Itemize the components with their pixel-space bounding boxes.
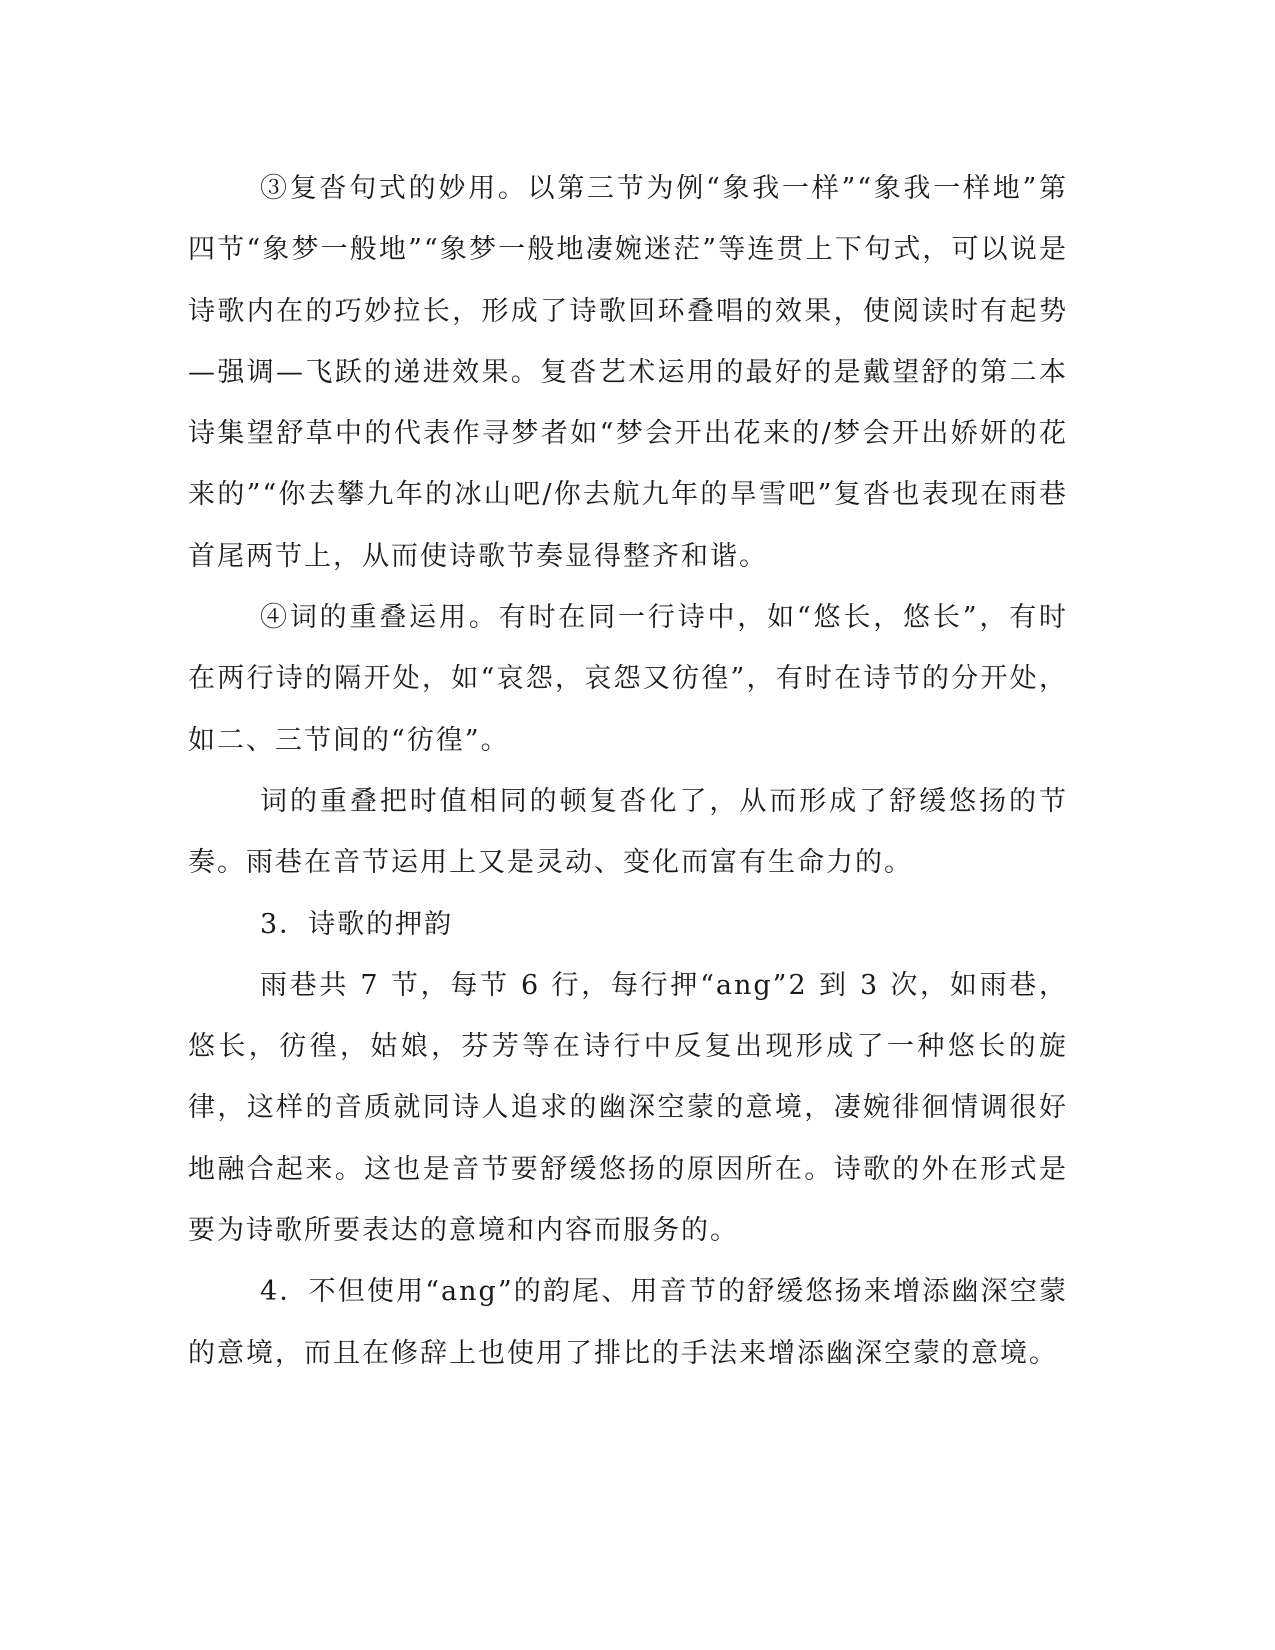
- paragraph-repetition-sentence: ③复沓句式的妙用。以第三节为例“象我一样”“象我一样地”第四节“象梦一般地”“象梦一般地凄婉迷茫”等连贯上下句式，可以说是诗歌内在的巧妙拉长，形成了诗歌回环叠唱的效果，使阅读时有起势—强调—飞跃的递进效果。复沓艺术运用的最好的是戴望舒的第二本诗集望舒草中的代表作寻梦者如“梦会开出花来的/梦会开出娇妍的花来的”“你去攀九年的冰山吧/你去航九年的旱雪吧”复沓也表现在雨巷首尾两节上，从而使诗歌节奏显得整齐和谐。: [188, 173, 1068, 572]
- paragraph-rhyme-detail: 雨巷共 7 节，每节 6 行，每行押“ang”2 到 3 次，如雨巷，悠长，彷徨，姑娘，芬芳等在诗行中反复出现形成了一种悠长的旋律，这样的音质就同诗人追求的幽深空蒙的意境，凄婉徘徊情调很好地融合起来。这也是音节要舒缓悠扬的原因所在。诗歌的外在形式是要为诗歌所要表达的意境和内容而服务的。: [188, 969, 1068, 1247]
- paragraph-parallelism: 4．不但使用“ang”的韵尾、用音节的舒缓悠扬来增添幽深空蒙的意境，而且在修辞上也使用了排比的手法来增添幽深空蒙的意境。: [188, 1276, 1068, 1369]
- paragraph-rhythm: 词的重叠把时值相同的顿复沓化了，从而形成了舒缓悠扬的节奏。雨巷在音节运用上又是灵动、变化而富有生命力的。: [188, 785, 1068, 879]
- paragraph-word-overlap: ④词的重叠运用。有时在同一行诗中，如“悠长，悠长”，有时在两行诗的隔开处，如“哀怨，哀怨又彷徨”，有时在诗节的分开处，如二、三节间的“彷徨”。: [188, 602, 1068, 756]
- document-body: [188, 158, 1068, 1384]
- section-heading-rhyme: 3．诗歌的押韵: [260, 908, 454, 940]
